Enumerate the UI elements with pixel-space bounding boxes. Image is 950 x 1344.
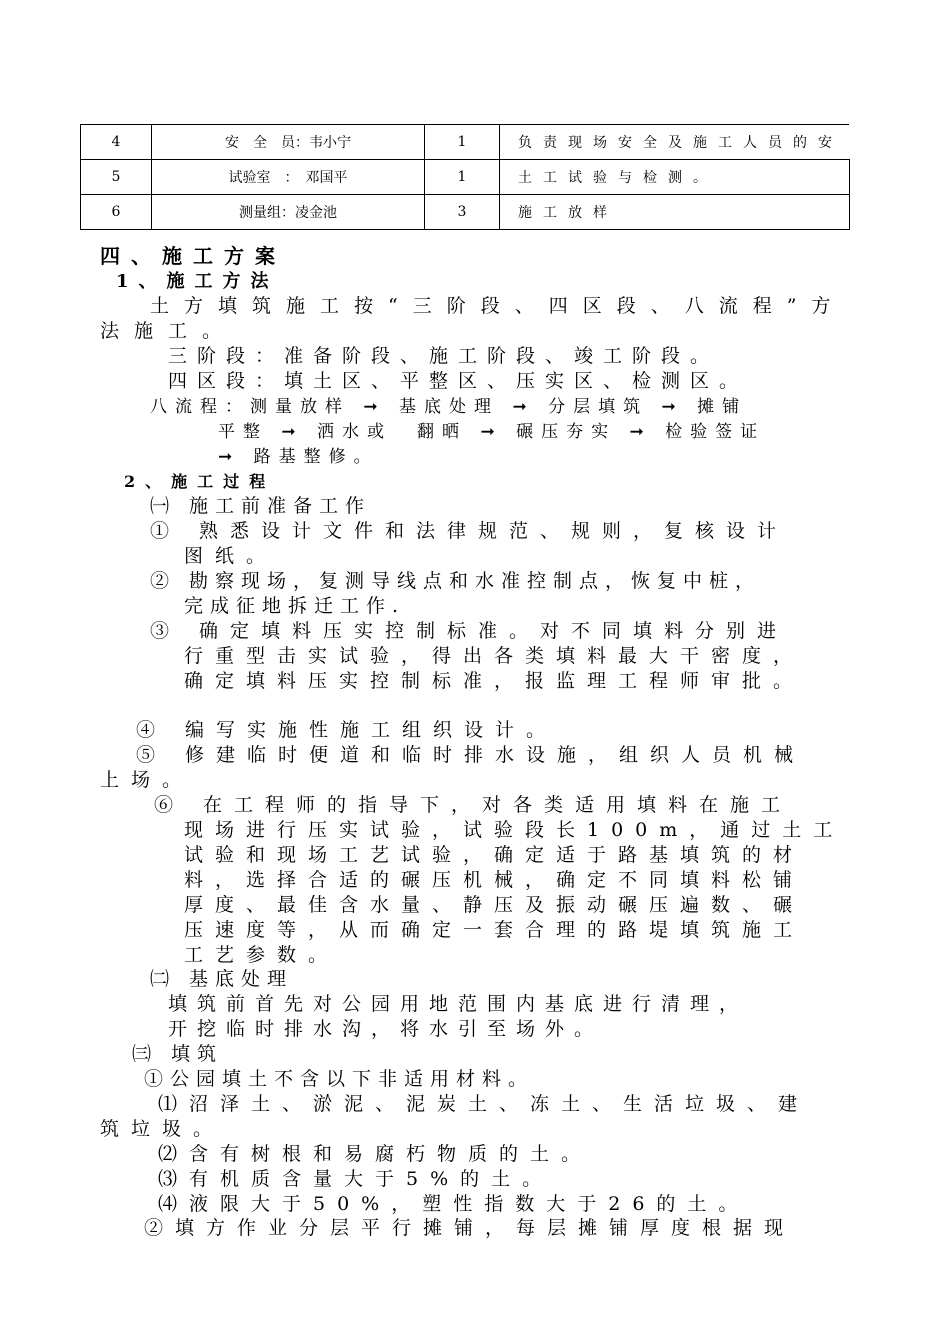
prep-item-6-line-6: 压速度等，从而确定一套合理的路堤填筑施工 [184,919,805,941]
staff-name: 测量组：凌金池 [152,195,425,230]
row-number: 5 [81,160,152,195]
prep-item-5-line-2: 上场。 [100,769,194,791]
three-stages-line: 三阶段：准备阶段、施工阶段、竣工阶段。 [168,345,720,367]
subsection-heading-method: 1、施工方法 [116,271,279,292]
prep-item-6-line-1: ⑥ 在工程师的指导下，对各类适用填料在施工 [154,794,793,816]
four-zones-line: 四区段：填土区、平整区、压实区、检测区。 [168,370,749,392]
prep-work-title: ㈠ 施工前准备工作 [150,495,372,517]
prep-item-4: ④ 编写实施性施工组织设计。 [136,719,558,741]
eight-flows-line-1: 八流程：测量放样 ➞ 基底处理 ➞ 分层填筑 ➞ 摊铺 [150,397,748,417]
staff-count: 1 [425,160,500,195]
eight-flows-line-3: ➞ 路基整修。 [218,447,379,467]
filling-item-2: ②填方作业分层平行摊铺，每层摊铺厚度根据现 [144,1217,796,1239]
section-heading: 四、施工方案 [100,244,286,268]
prep-item-6-line-5: 厚度、最佳含水量、静压及振动碾压遍数、碾 [184,894,805,916]
prep-item-6-line-4: 料，选择合适的碾压机械，确定不同填料松铺 [184,869,805,891]
row-number: 6 [81,195,152,230]
method-intro-line-1: 土方填筑施工按“三阶段、四区段、八流程”方 [150,295,846,317]
prep-item-3-line-1: ③ 确定填料压实控制标准。对不同填料分别进 [150,620,789,642]
prep-item-1-line-2: 图纸。 [184,545,278,567]
staff-duty: 负责现场安全及施工人员的安 [500,125,850,160]
prep-item-6-line-3: 试验和现场工艺试验，确定适于路基填筑的材 [184,844,805,866]
base-treatment-title: ㈡ 基底处理 [150,968,294,990]
filling-item-1c: ⑶有机质含量大于5%的土。 [158,1168,554,1190]
staff-duty: 施工放样 [500,195,850,230]
filling-item-1a-line-2: 筑垃圾。 [100,1118,225,1140]
table-row [81,160,850,195]
eight-flows-line-2: 平整 ➞ 洒水或 翻晒 ➞ 碾压夯实 ➞ 检验签证 [218,422,766,442]
filling-title: ㈢ 填筑 [132,1043,224,1065]
prep-item-6-line-2: 现场进行压实试验，试验段长100m，通过土工 [184,819,845,841]
staff-name: 试验室 ： 邓国平 [152,160,425,195]
base-treatment-line-2: 开挖临时排水沟，将水引至场外。 [168,1018,604,1040]
staff-count: 1 [425,125,500,160]
subsection-heading-process: 2、施工过程 [124,472,276,491]
staff-count: 3 [425,195,500,230]
method-intro-line-2: 法施工。 [100,320,237,342]
prep-item-2-line-2: 完成征地拆迁工作. [184,595,406,617]
prep-item-1-line-1: ① 熟悉设计文件和法律规范、规则，复核设计 [150,520,789,542]
staff-table [80,124,850,230]
row-number: 4 [81,125,152,160]
prep-item-3-line-2: 行重型击实试验，得出各类填料最大干密度， [184,645,805,667]
prep-item-5-line-1: ⑤ 修建临时便道和临时排水设施，组织人员机械 [136,744,806,766]
filling-item-1: ①公园填土不含以下非适用材料。 [144,1068,535,1090]
prep-item-3-line-3: 确定填料压实控制标准，报监理工程师审批。 [184,670,805,692]
table-row [81,195,850,230]
base-treatment-line-1: 填筑前首先对公园用地范围内基底进行清理， [168,993,749,1015]
staff-duty: 土工试验与检测。 [500,160,850,195]
staff-name: 安 全 员：韦小宁 [152,125,425,160]
prep-item-6-line-7: 工艺参数。 [184,944,340,966]
filling-item-1b: ⑵含有树根和易腐朽物质的土。 [158,1143,593,1165]
filling-item-1d: ⑷液限大于50%，塑性指数大于26的土。 [158,1193,750,1215]
prep-item-2-line-1: ② 勘察现场，复测导线点和水准控制点，恢复中桩， [150,570,762,592]
table-row [81,125,850,160]
filling-item-1a-line-1: ⑴沼泽土、淤泥、泥炭土、冻土、生活垃圾、建 [158,1093,810,1115]
